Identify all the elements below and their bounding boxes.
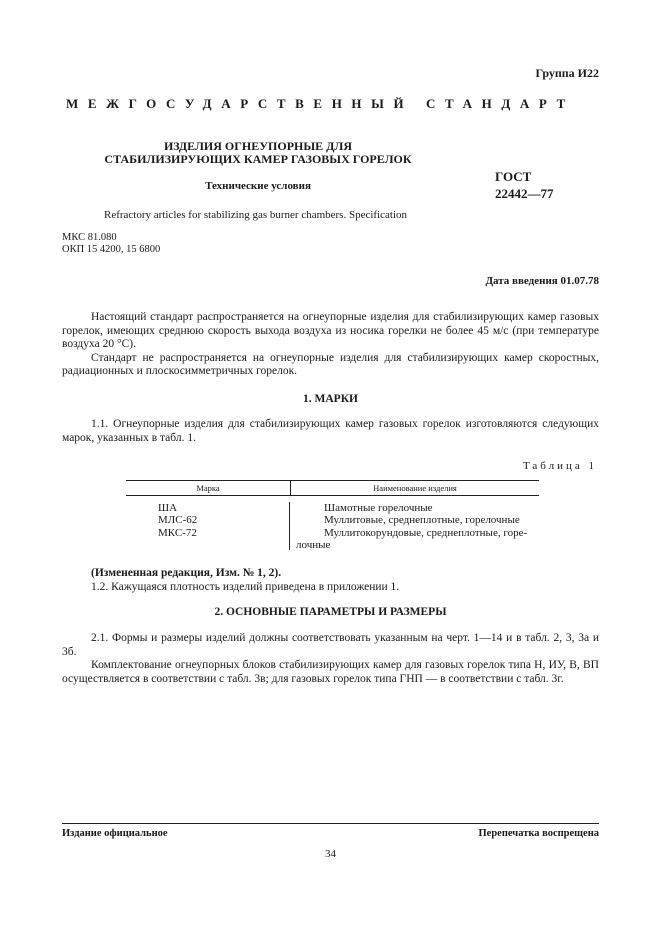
title-line-1: ИЗДЕЛИЯ ОГНЕУПОРНЫЕ ДЛЯ: [163, 139, 353, 153]
page-number: 34: [325, 848, 336, 860]
table-cell-mark-1: ША: [158, 502, 178, 514]
table-cell-name-3-wrap: [128, 539, 539, 551]
english-title: Refractory articles for stabilizing gas burner chambers. Specification: [104, 209, 407, 221]
table-column-names: [290, 502, 539, 551]
section-2-text: [62, 632, 599, 686]
section-1-heading: 1. МАРКИ: [303, 393, 358, 405]
gost-number: 22442—77: [495, 186, 554, 201]
amendment-block: [62, 567, 599, 594]
interstate-standard-label: МЕЖГОСУДАРСТВЕННЫЙ СТАНДАРТ: [66, 96, 575, 111]
table-1: [126, 480, 539, 551]
paragraph-1-1: 1.1. Огнеупорные изделия для стабилизирующих камер газовых горелок изготовляются следующих марок, указанных в табл. 1.: [62, 418, 599, 444]
table-header-name: Наименование изделия: [373, 483, 457, 493]
introduction-date: Дата введения 01.07.78: [485, 275, 599, 287]
table-cell-name-3-line-2: лочные: [296, 538, 331, 551]
table-cell-mark-3: МКС-72: [158, 526, 197, 539]
amendment-note: (Измененная редакция, Изм. № 1, 2).: [91, 567, 282, 579]
title-line-2: СТАБИЛИЗИРУЮЩИХ КАМЕР ГАЗОВЫХ ГОРЕЛОК: [104, 152, 412, 166]
footer-divider: [62, 823, 599, 824]
paragraph-2-1: 2.1. Формы и размеры изделий должны соответствовать указанным на черт. 1—14 и в табл. 2, 3, 3а и 3б.: [62, 632, 599, 658]
section-2-heading: 2. ОСНОВНЫЕ ПАРАМЕТРЫ И РАЗМЕРЫ: [214, 606, 447, 618]
mks-code: МКС 81.080: [62, 232, 117, 243]
table-caption: Таблица 1: [522, 460, 597, 472]
section-1-text: [62, 418, 599, 445]
gost-designation: [495, 168, 554, 202]
document-title: [66, 140, 450, 166]
group-code: Группа И22: [535, 66, 599, 80]
footer-reprint-prohibited: Перепечатка воспрещена: [478, 828, 599, 839]
table-cell-name-2: Муллитовые, среднеплотные, горелочные: [324, 514, 520, 527]
paragraph-exclusion: Стандарт не распространяется на огнеупорные изделия для стабилизирующих камер скоростных, радиационных и плоскосимметричных горелок.: [62, 351, 599, 377]
table-cell-mark-2: МЛС-62: [158, 514, 198, 527]
paragraph-scope: Настоящий стандарт распространяется на огнеупорные изделия для стабилизирующих камер газовых горелок, имеющих среднюю скорость выхода воздуха из носика горелки не более 45 м/с (при температуре воздуха 20 °С).: [62, 311, 599, 350]
footer-official-edition: Издание официальное: [62, 828, 168, 839]
table-cell-name-3: [290, 527, 539, 539]
gost-label: ГОСТ: [495, 169, 532, 184]
okp-code: ОКП 15 4200, 15 6800: [62, 244, 161, 255]
table-header-row: [126, 480, 539, 496]
paragraph-1-2: 1.2. Кажущаяся плотность изделий приведена в приложении 1.: [91, 580, 400, 593]
document-subtitle: Технические условия: [205, 180, 311, 192]
table-header-mark: Марка: [126, 481, 291, 495]
classification-codes: [62, 232, 160, 256]
table-cell-name-1: Шамотные горелочные: [324, 502, 433, 514]
table-cell-name-3-line-1: Муллитокорундовые, среднеплотные, горе-: [324, 526, 528, 539]
intro-paragraphs: [62, 311, 599, 379]
table-body: [126, 496, 539, 551]
paragraph-2-completion: Комплектование огнеупорных блоков стабилизирующих камер для газовых горелок типа Н, ИУ, В, ВП осуществляется в соответствии с табл. 3в; для газовых горелок типа ГНП — в соответствии с табл. 3г.: [62, 659, 599, 685]
